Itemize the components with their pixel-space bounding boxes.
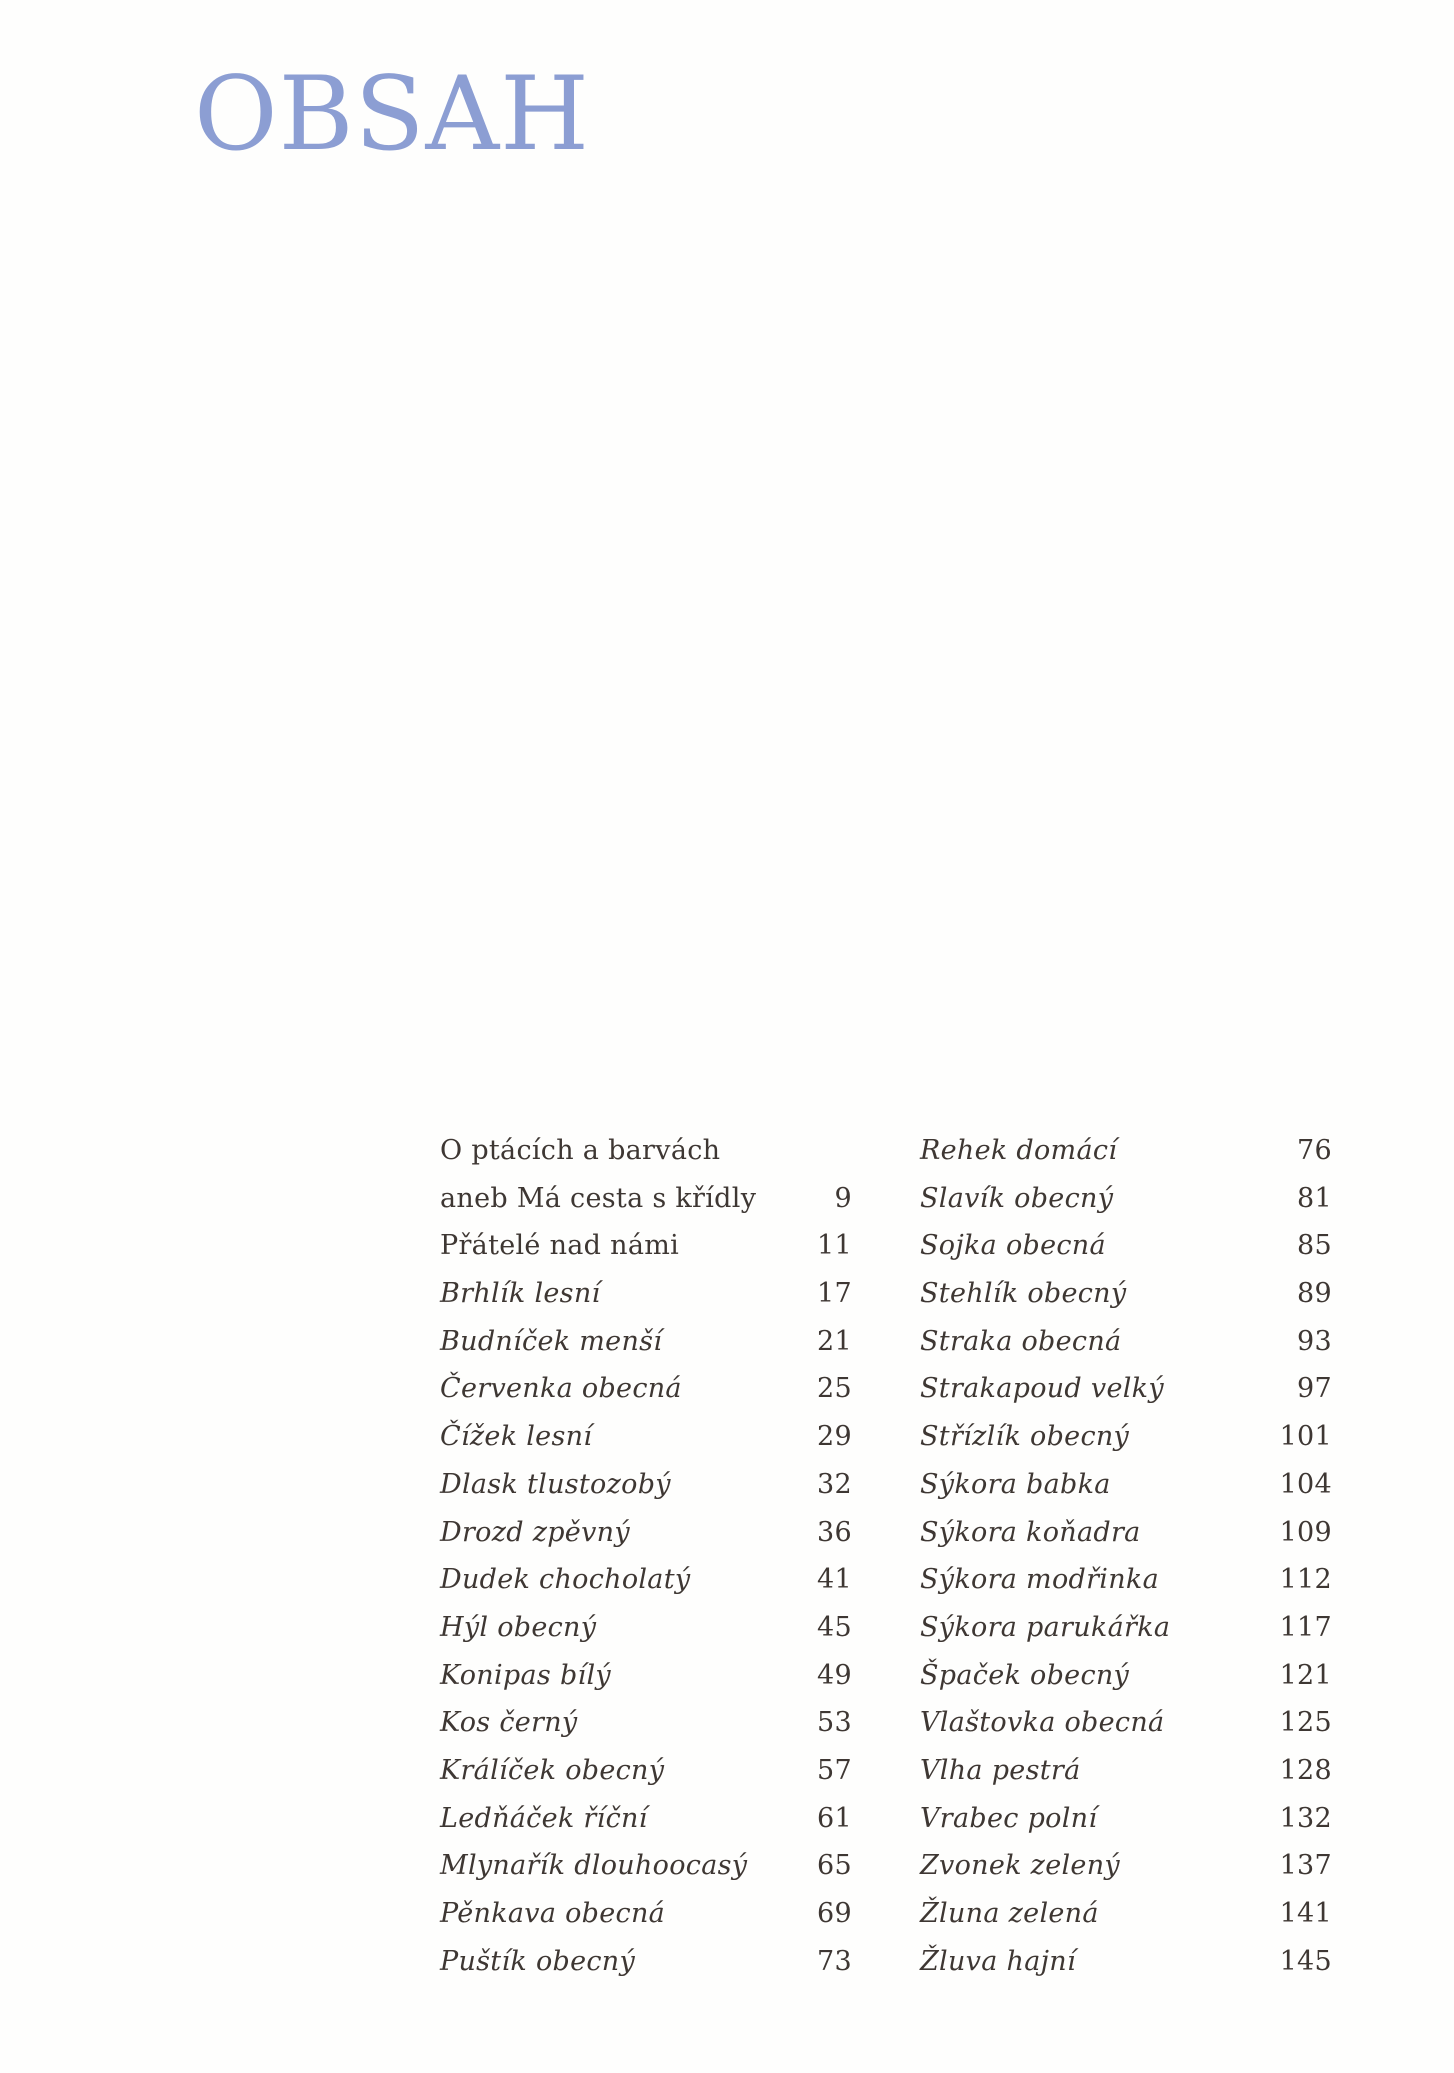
toc-entry-page: 81 (1297, 1182, 1332, 1214)
toc-entry-label: Sýkora koňadra (920, 1516, 1141, 1548)
toc-entry-page: 49 (817, 1659, 852, 1691)
toc-entry-page: 97 (1297, 1373, 1332, 1405)
toc-entry-label: Rehek domácí (920, 1135, 1118, 1166)
toc-row (920, 1938, 1332, 1986)
toc-entry-label: Konipas bílý (440, 1659, 611, 1691)
toc-entry-page: 25 (817, 1373, 852, 1405)
toc-row (920, 1556, 1332, 1604)
toc-entry-page: 121 (1279, 1659, 1332, 1691)
toc-entry-label: Hýl obecný (440, 1611, 597, 1643)
toc-entry-label: Zvonek zelený (920, 1850, 1120, 1882)
toc-entry-label: Špaček obecný (920, 1659, 1130, 1691)
toc-entry-page: 101 (1279, 1421, 1332, 1453)
toc-row (920, 1127, 1332, 1175)
toc-entry-page: 109 (1279, 1516, 1332, 1548)
toc-row (440, 1270, 852, 1318)
toc-entry-page: 125 (1279, 1707, 1332, 1739)
toc-entry-page: 132 (1279, 1802, 1332, 1834)
toc-entry-label: O ptácích a barvách (440, 1135, 721, 1166)
toc-entry-label: Brhlík lesní (440, 1278, 601, 1310)
toc-entry-page: 21 (817, 1325, 852, 1357)
toc-row (920, 1652, 1332, 1700)
toc-entry-label: Dudek chocholatý (440, 1564, 691, 1596)
toc-entry-page: 57 (817, 1754, 852, 1786)
toc-row (440, 1652, 852, 1700)
toc-entry-label: Vlha pestrá (920, 1754, 1081, 1786)
toc-entry-label: Žluna zelená (920, 1898, 1099, 1929)
toc-row (440, 1175, 852, 1223)
toc-entry-page: 9 (834, 1182, 852, 1214)
toc-entry-label: Střízlík obecný (920, 1421, 1130, 1453)
toc-row (440, 1604, 852, 1652)
toc-entry-page: 61 (817, 1802, 852, 1834)
toc-entry-page: 128 (1279, 1754, 1332, 1786)
toc-entry-label: Králíček obecný (440, 1754, 665, 1786)
toc-row (920, 1365, 1332, 1413)
toc-row (920, 1318, 1332, 1366)
toc-entry-label: Mlynařík dlouhoocasý (440, 1850, 748, 1882)
toc-entry-label: Slavík obecný (920, 1182, 1114, 1214)
page-title: OBSAH (194, 55, 591, 174)
toc-entry-label: Strakapoud velký (920, 1373, 1164, 1405)
toc-row (440, 1938, 852, 1986)
toc-row (440, 1509, 852, 1557)
toc-entry-page: 145 (1279, 1945, 1332, 1977)
toc-entry-label: Přátelé nad námi (440, 1230, 680, 1262)
toc-entry-page: 45 (817, 1611, 852, 1643)
toc-row (440, 1413, 852, 1461)
toc-entry-page: 137 (1279, 1850, 1332, 1882)
toc-row (920, 1795, 1332, 1843)
toc-row (440, 1461, 852, 1509)
toc-entry-page: 41 (817, 1564, 852, 1596)
toc-row (920, 1509, 1332, 1557)
toc-entry-label: Vlaštovka obecná (920, 1707, 1165, 1739)
toc-entry-label: Červenka obecná (440, 1373, 682, 1405)
toc-row (440, 1318, 852, 1366)
toc-entry-label: Sojka obecná (920, 1230, 1106, 1262)
toc-entry-page: 93 (1297, 1325, 1332, 1357)
toc-row (440, 1795, 852, 1843)
toc-entry-label: Puštík obecný (440, 1945, 636, 1977)
toc-entry-page: 73 (817, 1945, 852, 1977)
toc-entry-label: Ledňáček říční (440, 1802, 648, 1834)
toc-row (920, 1413, 1332, 1461)
toc-row (920, 1461, 1332, 1509)
toc-entry-page: 104 (1279, 1468, 1332, 1500)
toc-entry-label: Drozd zpěvný (440, 1516, 630, 1548)
toc-entry-label: Kos černý (440, 1707, 578, 1739)
toc-row (440, 1127, 852, 1175)
toc-entry-label: Sýkora parukářka (920, 1611, 1171, 1643)
toc-entry-label: Budníček menší (440, 1325, 663, 1357)
toc-entry-label: aneb Má cesta s křídly (440, 1182, 757, 1214)
toc-entry-page: 117 (1279, 1611, 1332, 1643)
toc-entry-page: 65 (817, 1850, 852, 1882)
toc-entry-page: 89 (1297, 1278, 1332, 1310)
toc-entry-page: 112 (1279, 1564, 1332, 1596)
toc-entry-label: Vrabec polní (920, 1802, 1098, 1834)
toc-row (440, 1890, 852, 1938)
toc-row (920, 1222, 1332, 1270)
toc-entry-page: 53 (817, 1707, 852, 1739)
toc-column-right (920, 1127, 1332, 1985)
toc-row (440, 1842, 852, 1890)
toc-entry-page: 32 (817, 1468, 852, 1500)
toc-row (920, 1842, 1332, 1890)
toc-entry-label: Žluva hajní (920, 1945, 1076, 1977)
toc-entry-page: 11 (817, 1230, 852, 1262)
toc-entry-label: Stehlík obecný (920, 1278, 1127, 1310)
toc-row (920, 1699, 1332, 1747)
toc-entry-page: 85 (1297, 1230, 1332, 1262)
toc-column-left (440, 1127, 852, 1985)
toc-entry-page: 29 (817, 1421, 852, 1453)
toc-entry-page: 76 (1297, 1135, 1332, 1166)
toc-entry-label: Sýkora babka (920, 1468, 1111, 1500)
toc-entry-label: Sýkora modřinka (920, 1564, 1159, 1596)
toc-entry-label: Straka obecná (920, 1325, 1122, 1357)
toc-row (920, 1175, 1332, 1223)
toc-entry-page: 69 (817, 1898, 852, 1929)
toc-entry-page: 17 (817, 1278, 852, 1310)
toc-row (920, 1747, 1332, 1795)
toc-entry-label: Dlask tlustozobý (440, 1468, 671, 1500)
toc-row (920, 1604, 1332, 1652)
toc-entry-page: 36 (817, 1516, 852, 1548)
toc-row (440, 1747, 852, 1795)
toc-entry-label: Čížek lesní (440, 1421, 593, 1453)
toc-entry-label: Pěnkava obecná (440, 1898, 666, 1929)
toc-row (920, 1270, 1332, 1318)
toc-row (440, 1556, 852, 1604)
toc-row (440, 1699, 852, 1747)
toc-entry-page: 141 (1279, 1898, 1332, 1929)
toc-row (920, 1890, 1332, 1938)
toc-row (440, 1222, 852, 1270)
toc-row (440, 1365, 852, 1413)
